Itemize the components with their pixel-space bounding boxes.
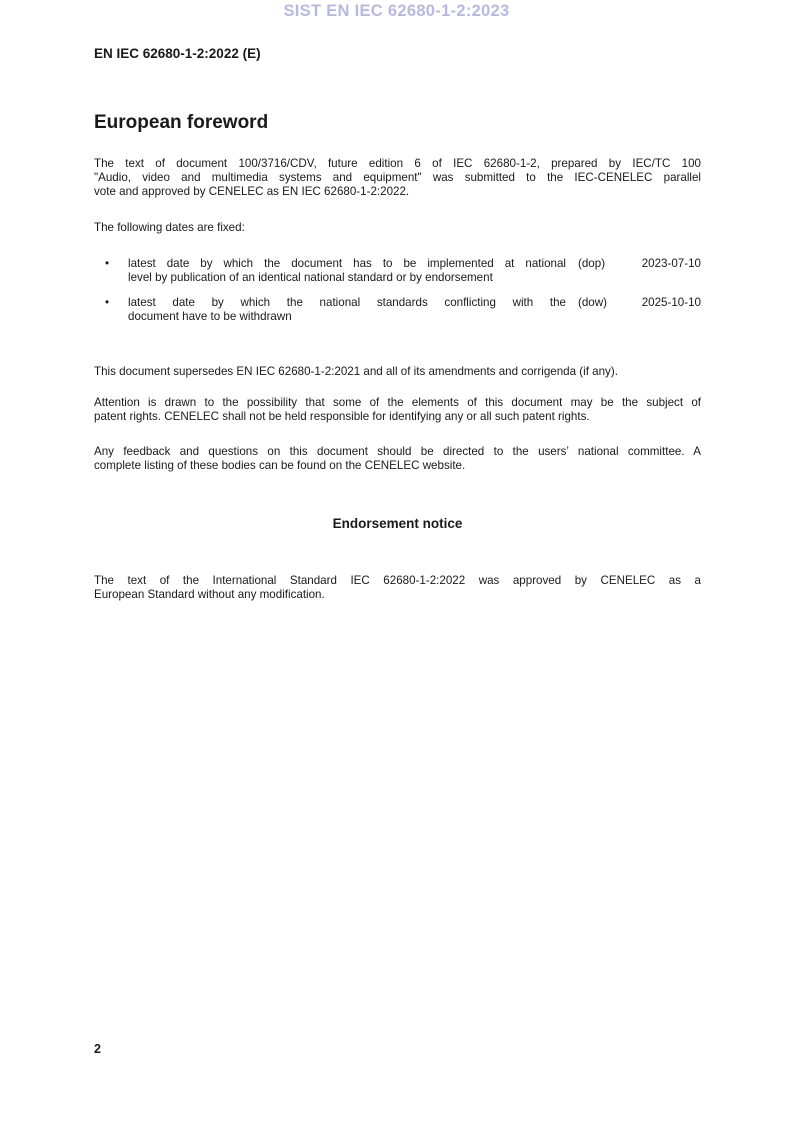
page-number: 2 xyxy=(94,1042,101,1056)
text-line: vote and approved by CENELEC as EN IEC 62680-1-2:2022. xyxy=(94,185,410,198)
foreword-title: European foreword xyxy=(94,112,269,133)
dow-label: (dow) xyxy=(578,296,607,309)
text-line: complete listing of these bodies can be found on the CENELEC website. xyxy=(94,459,466,472)
bullet-icon: • xyxy=(105,296,110,309)
text-line: level by publication of an identical national standard or by endorsement xyxy=(128,271,493,284)
dop-label: (dop) xyxy=(578,257,606,270)
fixed-dates-list xyxy=(105,257,701,324)
sist-watermark: SIST EN IEC 62680-1-2:2023 xyxy=(283,2,510,20)
text-line: The text of document 100/3716/CDV, future edition 6 of IEC 62680-1-2, prepared by IEC/TC 100 xyxy=(94,157,701,170)
text-line: latest date by which the national standards conflicting with the xyxy=(128,296,566,309)
text-line: This document supersedes EN IEC 62680-1-2:2021 and all of its amendments and corrigenda (if any). xyxy=(94,365,618,378)
text-line: European Standard without any modification. xyxy=(94,588,325,601)
endorsement-paragraph xyxy=(94,574,701,602)
dow-date: 2025-10-10 xyxy=(641,296,701,309)
text-line: The text of the International Standard IEC 62680-1-2:2022 was approved by CENELEC as a xyxy=(94,574,701,587)
document-reference: EN IEC 62680-1-2:2022 (E) xyxy=(94,46,261,61)
feedback-paragraph xyxy=(94,445,701,473)
list-item-text xyxy=(128,296,566,324)
patent-rights-paragraph xyxy=(94,396,701,424)
supersedes-paragraph xyxy=(94,365,701,379)
text-line: Any feedback and questions on this document should be directed to the users’ national committee. A xyxy=(94,445,701,458)
dop-date: 2023-07-10 xyxy=(641,257,701,270)
text-line: Attention is drawn to the possibility that some of the elements of this document may be the subject of xyxy=(94,396,701,409)
text-line: document have to be withdrawn xyxy=(128,310,292,323)
dates-intro-line: The following dates are fixed: xyxy=(94,221,245,234)
list-item-dow xyxy=(105,296,701,324)
list-item-text xyxy=(128,257,566,285)
endorsement-title: Endorsement notice xyxy=(332,516,463,531)
bullet-icon: • xyxy=(105,257,110,270)
foreword-intro-paragraph xyxy=(94,157,701,199)
text-line: "Audio, video and multimedia systems and equipment" was submitted to the IEC-CENELEC parallel xyxy=(94,171,701,184)
text-line: patent rights. CENELEC shall not be held responsible for identifying any or all such patent rights. xyxy=(94,410,590,423)
list-item-dop xyxy=(105,257,701,285)
text-line: latest date by which the document has to be implemented at national xyxy=(128,257,566,270)
